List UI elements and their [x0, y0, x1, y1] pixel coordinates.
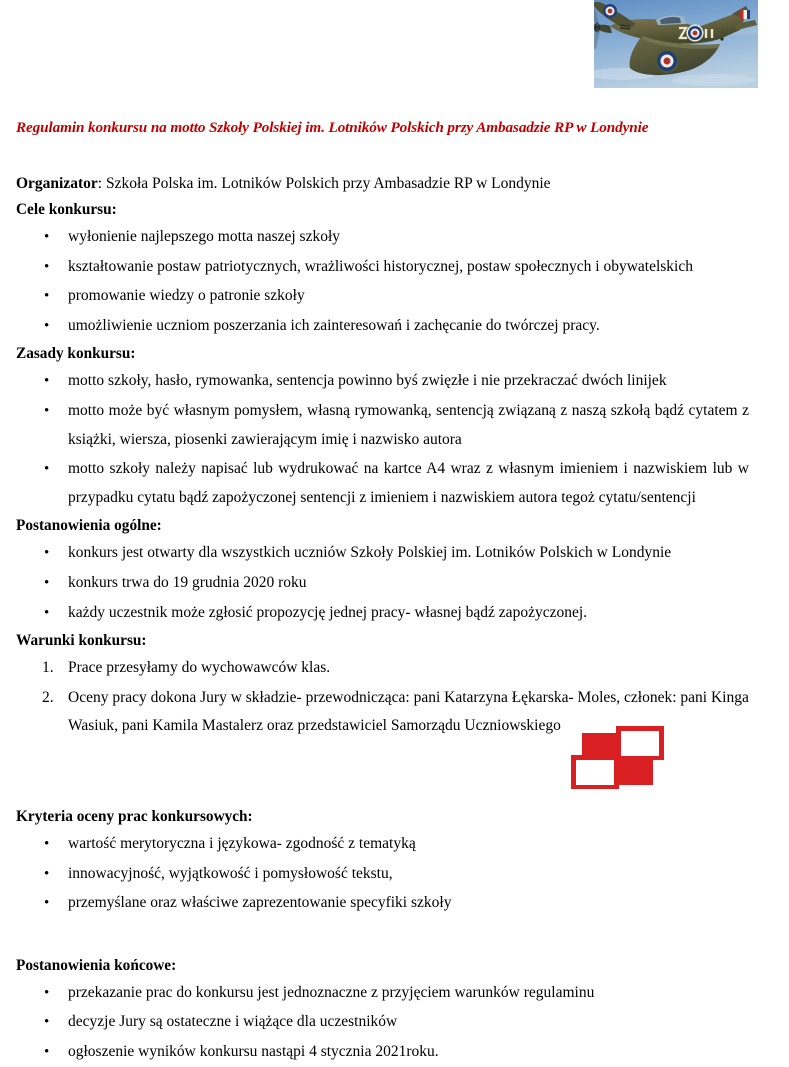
section-heading-cele: Cele konkursu:	[16, 201, 117, 218]
list-item: • motto szkoły, hasło, rymowanka, sentencja powinno byś zwięzłe i nie przekraczać dwóch linijek	[0, 367, 789, 396]
list-item: • kształtowanie postaw patriotycznych, wrażliwości historycznej, postaw społecznych i obywatelskich	[0, 253, 789, 282]
list-item: • wartość merytoryczna i językowa- zgodność z tematyką	[0, 830, 789, 859]
polish-air-force-checkerboard	[568, 724, 666, 792]
section-heading-kryteria: Kryteria oceny prac konkursowych:	[16, 807, 253, 825]
list-item: • przemyślane oraz właściwe zaprezentowanie specyfiki szkoły	[0, 889, 789, 918]
list-item: Prace przesyłamy do wychowawców klas.	[68, 659, 331, 677]
list-kryteria-oceny	[0, 830, 789, 918]
list-item: • konkurs jest otwarty dla wszystkich uczniów Szkoły Polskiej im. Lotników Polskich w Londynie	[0, 539, 789, 568]
organizer-line	[0, 171, 789, 197]
document-content	[0, 171, 789, 1067]
list-item: • motto może być własnym pomysłem, własną rymowanką, sentencją związaną z naszą szkołą bądź cytatem z książki, wiersza, piosenki zawierającym imię i nazwisko autora	[0, 397, 789, 454]
section-heading-warunki: Warunki konkursu:	[16, 632, 147, 650]
spitfire-illustration	[594, 0, 758, 88]
list-cele-konkursu	[0, 223, 789, 340]
list-postanowienia-ogolne	[0, 539, 789, 627]
spitfire-aircraft-photo	[594, 0, 758, 88]
list-warunki-konkursu	[0, 654, 789, 741]
list-postanowienia-koncowe	[0, 979, 789, 1067]
list-item: • motto szkoły należy napisać lub wydrukować na kartce A4 wraz z własnym imieniem i nazwiskiem lub w przypadku cytatu bądź zapożyczonej sentencji z imieniem i nazwiskiem autora tegoż cytatu/sentencji	[0, 455, 789, 512]
list-item: • decyzje Jury są ostateczne i wiążące dla uczestników	[0, 1008, 789, 1037]
list-zasady-konkursu	[0, 367, 789, 512]
list-item: • promowanie wiedzy o patronie szkoły	[0, 282, 789, 311]
list-item: • ogłoszenie wyników konkursu nastąpi 4 stycznia 2021roku.	[0, 1038, 789, 1067]
checkerboard-illustration	[568, 724, 666, 792]
section-spacer	[0, 742, 789, 804]
organizer-separator: :	[97, 175, 106, 192]
page-title: Regulamin konkursu na motto Szkoły Polskiej im. Lotników Polskich przy Ambasadzie RP w Londynie	[16, 119, 649, 136]
organizer-label: Organizator	[16, 175, 98, 192]
list-item: • wyłonienie najlepszego motta naszej szkoły	[0, 223, 789, 252]
list-item: • każdy uczestnik może zgłosić propozycję jednej pracy- własnej bądź zapożyczonej.	[0, 599, 789, 628]
list-item: Oceny pracy dokona Jury w składzie- przewodnicząca: pani Katarzyna Łękarska- Moles, członek: pani Kinga Wasiuk, pani Kamila Mastalerz oraz przedstawiciel Samorządu Uczniowskiego	[68, 688, 749, 735]
section-heading-zasady: Zasady konkursu:	[16, 345, 136, 363]
organizer-value: Szkoła Polska im. Lotników Polskich przy Ambasadzie RP w Londynie	[105, 175, 551, 192]
section-heading-postanowienia-ogolne: Postanowienia ogólne:	[16, 517, 162, 535]
list-item: • innowacyjność, wyjątkowość i pomysłowość tekstu,	[0, 860, 789, 889]
section-spacer	[0, 919, 789, 953]
list-item: • umożliwienie uczniom poszerzania ich zainteresowań i zachęcanie do twórczej pracy.	[0, 312, 789, 341]
list-item: • przekazanie prac do konkursu jest jednoznaczne z przyjęciem warunków regulaminu	[0, 979, 789, 1008]
section-heading-postanowienia-koncowe: Postanowienia końcowe:	[16, 956, 177, 974]
list-item: • konkurs trwa do 19 grudnia 2020 roku	[0, 569, 789, 598]
